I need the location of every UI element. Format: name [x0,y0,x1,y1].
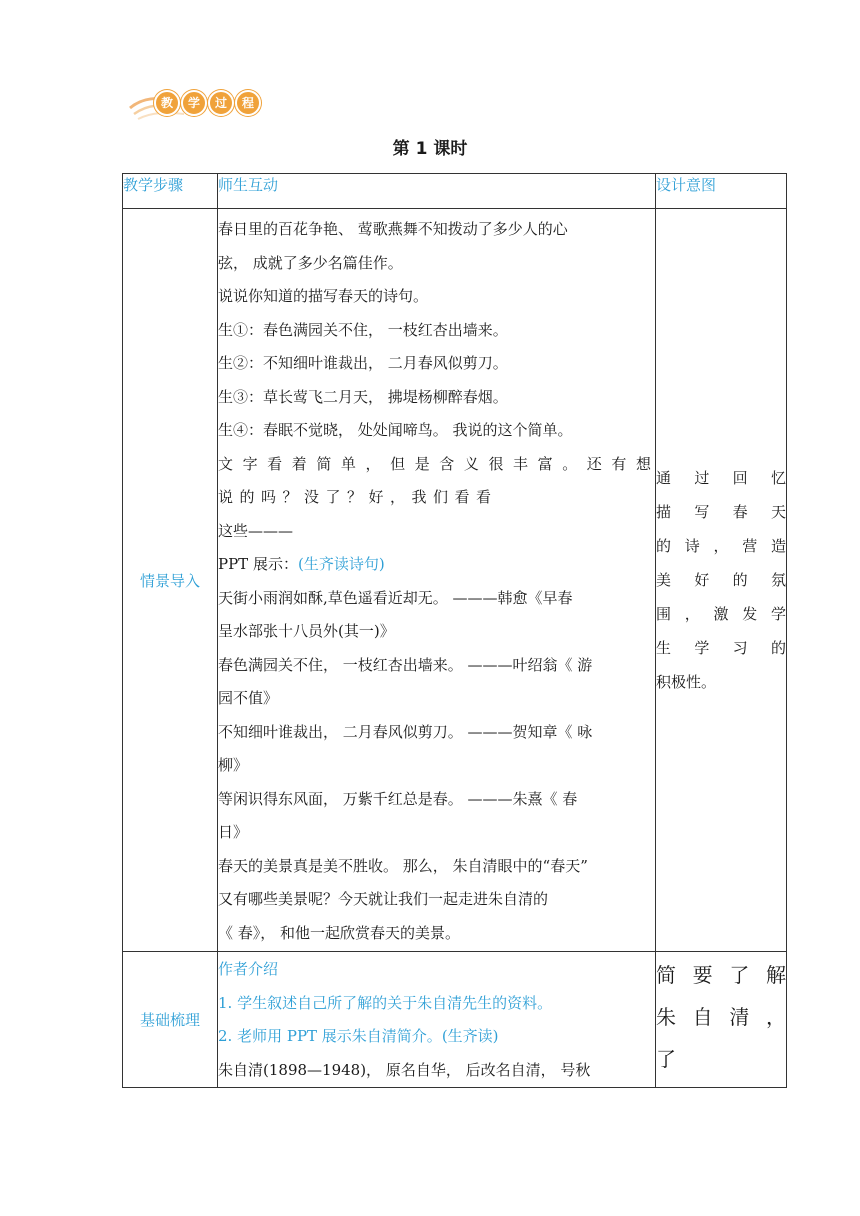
banner-char: 教 [154,90,180,116]
header-step: 教学步骤 [123,174,218,209]
text-line: 呈水部张十八员外(其一)》 [218,622,395,640]
text-line: 生④：春眠不觉晓， 处处闻啼鸟。 我说的这个简单。 [218,421,573,439]
text-line: 说的吗？没了？好，我们看看 [218,488,498,506]
step-cell: 基础梳理 [123,952,218,1088]
table-row [123,952,787,1088]
text-line: 园不值》 [218,689,279,707]
lesson-table [122,173,787,1088]
text-line: 日》 [218,823,249,841]
intent-line: 通过回忆 [656,469,786,487]
intent-line: 生学习的 [656,639,786,657]
text-line: 柳》 [218,756,249,774]
page-title: 第 1 课时 [392,139,468,159]
text-line: 等闲识得东风面， 万紫千红总是春。 ———朱熹《 春 [218,789,578,808]
step-cell: 情景导入 [123,209,218,952]
intent-line: 积极性。 [656,673,717,691]
ppt-highlight: (生齐读诗句) [297,555,385,573]
text-line: 又有哪些美景呢？今天就让我们一起走进朱自清的 [218,890,549,908]
intent-cell [656,952,787,1088]
banner-char: 学 [181,90,207,116]
ppt-label: 2. 老师用 PPT 展示朱自清简介。 [218,1027,442,1045]
text-line: 生②：不知细叶谁裁出， 二月春风似剪刀。 [218,354,508,372]
text-line: 这些——— [218,521,294,540]
ppt-highlight: (生齐读) [441,1027,499,1045]
intent-line: 了 [656,1047,676,1071]
intent-line: 简要了解 [656,963,786,987]
text-line: 不知细叶谁裁出， 二月春风似剪刀。 ———贺知章《 咏 [218,722,593,741]
text-line: 1. 学生叙述自己所了解的关于朱自清先生的资料。 [218,993,553,1012]
text-line: 文字看着简单，但是含义很丰富。还有想 [218,454,655,473]
banner-char: 过 [208,90,234,116]
intent-line: 的诗，营造 [656,537,786,555]
ppt-line [218,1020,655,1054]
interaction-cell [218,209,656,952]
header-interaction: 师生互动 [218,174,656,209]
text-line: 春天的美景真是美不胜收。 那么， 朱自清眼中的“春天” [218,856,588,875]
teaching-process-banner [128,88,254,122]
text-line: 弦， 成就了多少名篇佳作。 [218,253,403,272]
ppt-label: PPT 展示： [218,555,298,573]
text-line: 春色满园关不住， 一枝红杏出墙来。 ———叶绍翁《 游 [218,655,593,674]
text-line: 天街小雨润如酥,草色遥看近却无。 ———韩愈《早春 [218,588,573,607]
interaction-cell [218,952,656,1088]
text-line: 生③：草长莺飞二月天， 拂堤杨柳醉春烟。 [218,387,508,406]
ppt-line [218,548,655,582]
banner-char: 程 [235,90,261,116]
table-header-row [123,174,787,209]
intent-line: 美好的氛 [656,571,786,589]
text-line: 生①：春色满园关不住， 一枝红杏出墙来。 [218,320,508,339]
intent-line: 描写春天 [656,503,786,521]
intent-cell [656,209,787,952]
table-row [123,209,787,952]
text-line: 《 春》， 和他一起欣赏春天的美景。 [218,923,461,942]
section-heading: 作者介绍 [218,960,279,978]
text-line: 说说你知道的描写春天的诗句。 [218,287,429,305]
text-line: 春日里的百花争艳、 莺歌燕舞不知拨动了多少人的心 [218,220,568,238]
intent-line: 围，激发学 [656,605,786,623]
intent-line: 朱自清， [656,1005,786,1029]
header-intent: 设计意图 [656,174,787,209]
text-line: 朱自清(1898—1948)， 原名自华， 后改名自清， 号秋 [218,1060,591,1079]
